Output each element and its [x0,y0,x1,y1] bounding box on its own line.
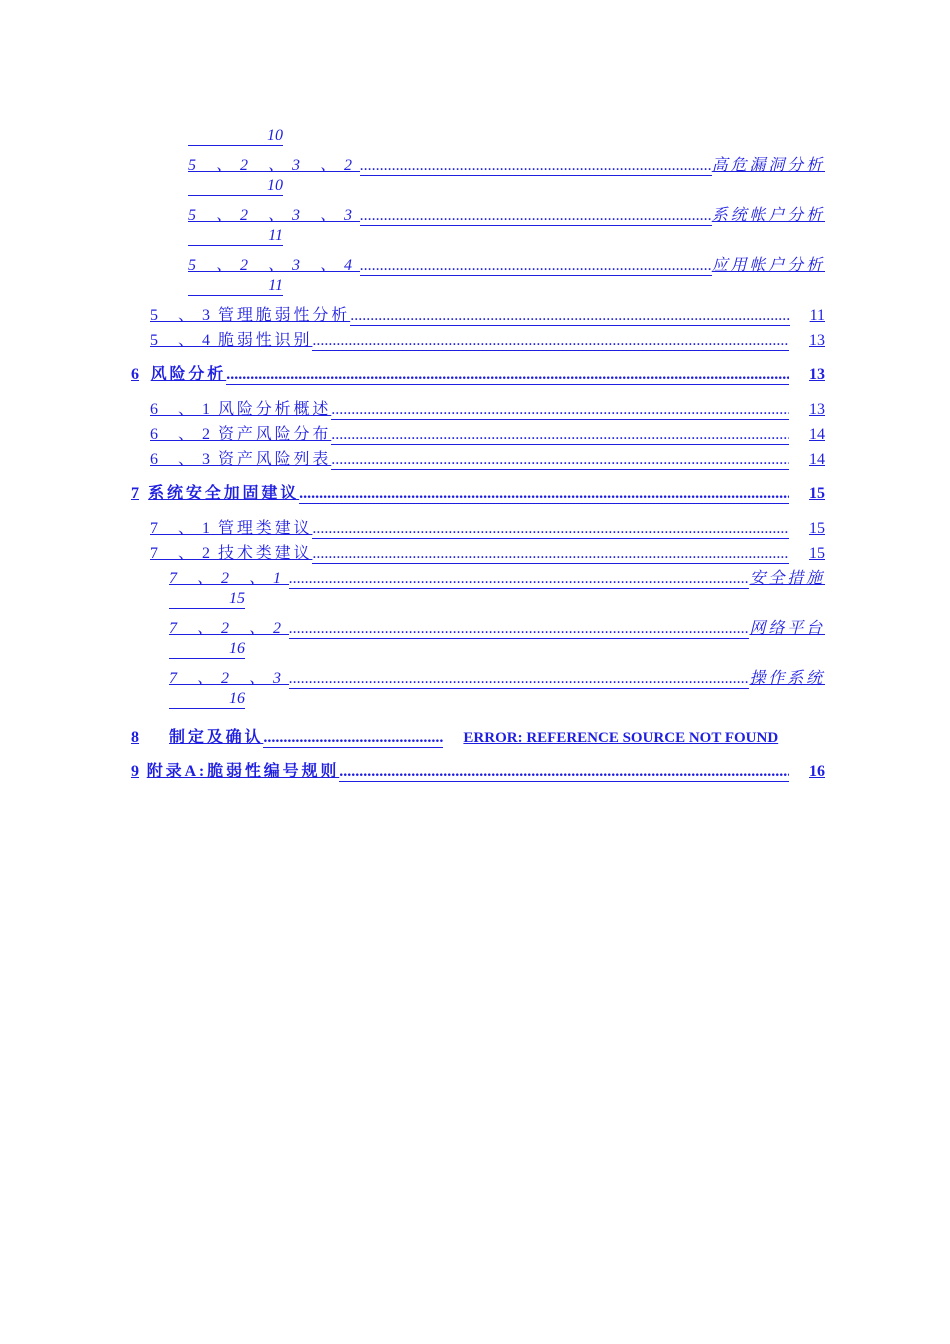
toc-leader [263,729,443,748]
toc-entry-7-1[interactable] [150,515,825,539]
toc-entry-title: 系统安全加固建议 [148,485,300,502]
toc-entry-7-2-2[interactable] [169,615,825,639]
toc-page-number: 13 [809,332,825,349]
toc-page-number: 13 [809,401,825,418]
toc-entry-number: 7 、2 、3 [169,670,290,687]
toc-leader [312,332,789,351]
toc-entry-title: 系统帐户分析 [711,207,825,224]
toc-entry-6-1[interactable] [150,396,825,420]
toc-entry-title: 脆弱性识别 [218,332,313,349]
toc-entry-6[interactable] [131,361,825,385]
toc-entry-title: 风险分析概述 [218,401,332,418]
toc-entry-title: 管理脆弱性分析 [218,307,351,324]
toc-leader [360,257,712,276]
toc-leader [312,520,789,539]
toc-entry-title: 应用帐户分析 [711,257,825,274]
toc-page-number: 15 [809,520,825,537]
toc-entry-title: 高危漏洞分析 [711,157,825,174]
toc-entry-7-2[interactable] [150,540,825,564]
toc-page-number: 15 [809,485,825,502]
toc-entry-number: 5 、3 [150,307,219,324]
toc-page-number[interactable]: 16 [169,640,245,659]
toc-page-number: 16 [809,763,825,780]
toc-page-number: 11 [809,307,825,324]
toc-entry-number: 6 、2 [150,426,219,443]
toc-leader [331,451,789,470]
toc-entry-5-2-3-4[interactable] [188,252,825,276]
toc-entry-number: 7 、1 [150,520,219,537]
toc-entry-6-3[interactable] [150,446,825,470]
toc-leader [289,670,749,689]
toc-entry-title: 资产风险列表 [218,451,332,468]
toc-entry-title: 资产风险分布 [218,426,332,443]
toc-entry-5-4[interactable] [150,327,825,351]
toc-page-number[interactable]: 16 [169,690,245,709]
toc-entry-number: 8 [131,729,139,746]
toc-leader [289,570,749,589]
toc-page-number: 14 [809,451,825,468]
toc-entry-6-2[interactable] [150,421,825,445]
toc-entry-number: 5 、2 、3 、3 [188,207,361,224]
toc-entry-number: 6 、1 [150,401,219,418]
toc-entry-title: 风险分析 [150,366,227,383]
toc-entry-title: 制定及确认 [169,729,264,746]
toc-leader [289,620,749,639]
toc-page-number[interactable]: 15 [169,590,245,609]
toc-leader [350,307,789,326]
toc-entry-5-2-3-2[interactable] [188,152,825,176]
toc-entry-number: 5 、2 、3 、4 [188,257,361,274]
toc-entry-title: 操作系统 [749,670,825,687]
toc-entry-number: 7 、2 、2 [169,620,290,637]
toc-entry-number: 7 [131,485,139,502]
toc-page-number[interactable]: 11 [188,277,283,296]
toc-entry-number: 5 、2 、3 、2 [188,157,361,174]
toc-page-number[interactable]: 10 [188,177,283,196]
toc-entry-title: 安全措施 [749,570,825,587]
toc-entry-number: 7 、2 、1 [169,570,290,587]
toc-leader [299,485,789,504]
toc-leader [331,401,789,420]
toc-entry-title: 管理类建议 [218,520,313,537]
toc-entry-title: 技术类建议 [218,545,313,562]
toc-entry-number: 6 [131,366,139,383]
toc-entry-7-2-3[interactable] [169,665,825,689]
toc-entry-number: 9 [131,763,139,780]
toc-leader [312,545,789,564]
toc-leader [339,763,789,782]
toc-entry-number: 6 、3 [150,451,219,468]
toc-entry-title: 附录A:脆弱性编号规则 [146,763,340,780]
toc-entry-5-2-3-3[interactable] [188,202,825,226]
toc-leader [360,207,712,226]
toc-leader [226,366,789,385]
toc-leader [360,157,712,176]
toc-page-number: 13 [809,366,825,383]
toc-entry-title: 网络平台 [749,620,825,637]
toc-page-number[interactable]: 11 [188,227,283,246]
toc-page-reference-error: ERROR: REFERENCE SOURCE NOT FOUND [463,730,779,746]
toc-entry-number: 7 、2 [150,545,219,562]
toc-entry-7[interactable] [131,480,825,504]
toc-entry-5-3[interactable] [150,302,825,326]
toc-page-number: 15 [809,545,825,562]
toc-leader [331,426,789,445]
toc-entry-8[interactable] [131,724,825,748]
toc-entry-number: 5 、4 [150,332,219,349]
toc-page-continuation[interactable]: 10 [188,127,283,146]
toc-page-number: 14 [809,426,825,443]
toc-entry-7-2-1[interactable] [169,565,825,589]
toc-entry-9[interactable] [131,758,825,782]
